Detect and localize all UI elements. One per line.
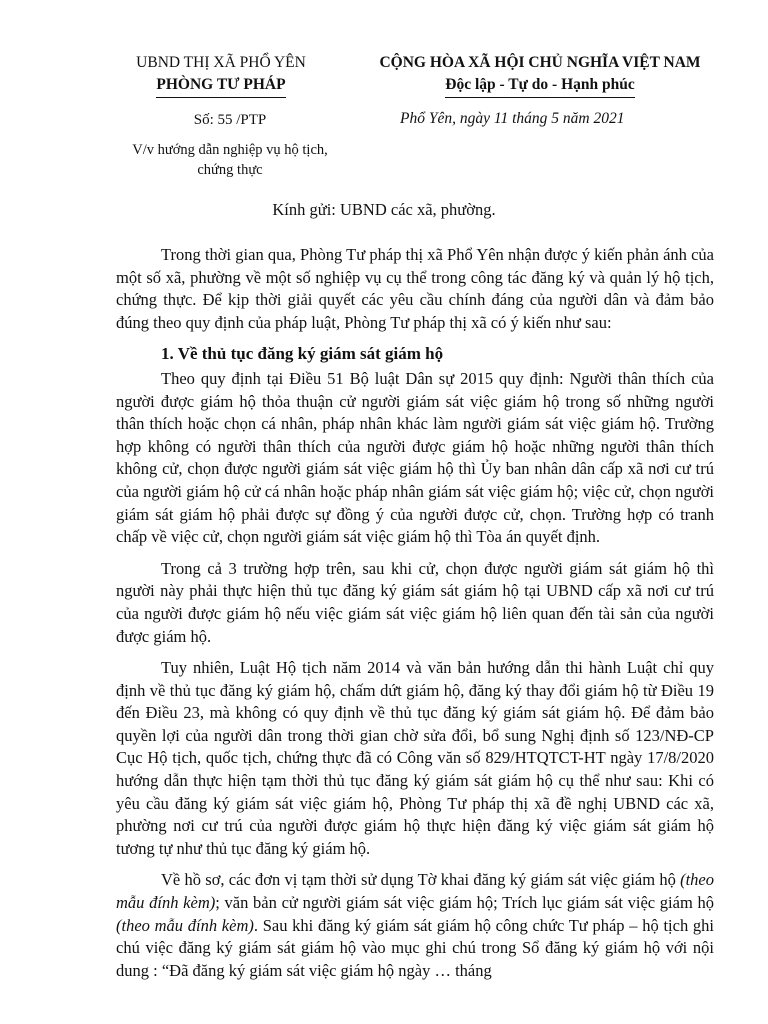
intro-paragraph: Trong thời gian qua, Phòng Tư pháp thị xã Phổ Yên nhận được ý kiến phản ánh của một số xã, phường về một số nghiệp vụ cụ thể trong công tác đăng ký và quản lý hộ tịch, chứng thực. Để kịp thời giải quyết các yêu cầu chính đáng của người dân và đảm bảo đúng theo quy định của pháp luật, Phòng Tư pháp thị xã có ý kiến như sau: — [116, 245, 714, 332]
document-body — [116, 244, 714, 991]
recipient-line: Kính gửi: UBND các xã, phường. — [272, 200, 496, 219]
issuing-agency — [106, 52, 336, 98]
form-note: (theo mẫu đính kèm) — [116, 870, 714, 913]
document-reference — [120, 110, 340, 180]
agency-name: UBND THỊ XÃ PHỔ YÊN — [136, 54, 306, 71]
motto: Độc lập - Tự do - Hạnh phúc — [445, 74, 634, 98]
department-name: PHÒNG TƯ PHÁP — [156, 74, 285, 98]
national-motto — [350, 52, 730, 98]
body-paragraph: Trong cả 3 trường hợp trên, sau khi cử, chọn được người giám sát giám hộ thì người này phải thực hiện thủ tục đăng ký giám sát giám hộ tại UBND cấp xã nơi cư trú của người được giám hộ nếu việc giám sát việc giám hộ liên quan đến tài sản của người được giám hộ. — [116, 558, 714, 646]
section-heading: 1. Về thủ tục đăng ký giám sát giám hộ — [161, 344, 444, 364]
body-paragraph: Về hồ sơ, các đơn vị tạm thời sử dụng Tờ khai đăng ký giám sát việc giám hộ (theo mẫu đính kèm); văn bản cử người giám sát việc giám hộ; Trích lục giám sát việc giám hộ (theo mẫu đính kèm). Sau khi đăng ký giám sát giám hộ công chức Tư pháp – hộ tịch ghi chú việc đăng ký giám sát giám hộ vào mục ghi chú trong Sổ đăng ký giám hộ với nội dung : “Đã đăng ký giám sát việc giám hộ ngày … tháng — [116, 870, 715, 980]
document-date: Phổ Yên, ngày 11 tháng 5 năm 2021 — [400, 110, 625, 127]
document-subject: V/v hướng dẫn nghiệp vụ hộ tịch, chứng thực — [132, 142, 328, 178]
form-note: (theo mẫu đính kèm) — [116, 915, 254, 935]
body-paragraph: Tuy nhiên, Luật Hộ tịch năm 2014 và văn bản hướng dẫn thi hành Luật chỉ quy định về thủ tục đăng ký giám hộ, chấm dứt giám hộ, đăng ký thay đổi giám hộ từ Điều 19 đến Điều 23, mà không có quy định về thủ tục đăng ký giám sát giám hộ. Để đảm bảo quyền lợi của người dân trong thời gian chờ sửa đổi, bổ sung Nghị định số 123/NĐ-CP Cục Hộ tịch, quốc tịch, chứng thực đã có Công văn số 829/HTQTCT-HT ngày 17/8/2020 hướng dẫn thực hiện tạm thời thủ tục đăng ký giám sát giám hộ cụ thể như sau: Khi có yêu cầu đăng ký giám sát việc giám hộ, Phòng Tư pháp thị xã đề nghị UBND các xã, phường nơi cư trú của người được giám hộ thực hiện đăng ký việc giám sát giám hộ tương tự như thủ tục đăng ký giám hộ. — [116, 658, 714, 858]
document-number: Số: 55 /PTP — [193, 112, 267, 128]
nation-title: CỘNG HÒA XÃ HỘI CHỦ NGHĨA VIỆT NAM — [379, 54, 701, 71]
body-paragraph: Theo quy định tại Điều 51 Bộ luật Dân sự 2015 quy định: Người thân thích của người được giám hộ thỏa thuận cử người giám sát việc giám hộ trong số những người thân thích hoặc chọn cá nhân, pháp nhân khác làm người giám sát việc giám hộ. Trường hợp không có người thân thích của người được giám hộ hoặc những người thân thích không cử, chọn được người giám sát việc giám hộ thì Ủy ban nhân dân cấp xã nơi cư trú của người giám hộ cử cá nhân hoặc pháp nhân giám sát việc giám hộ; việc cử, chọn người giám sát giám hộ phải được sự đồng ý của người được cử, chọn. Trường hợp có tranh chấp về việc cử, chọn người giám sát việc giám hộ thì Tòa án quyết định. — [116, 368, 714, 547]
